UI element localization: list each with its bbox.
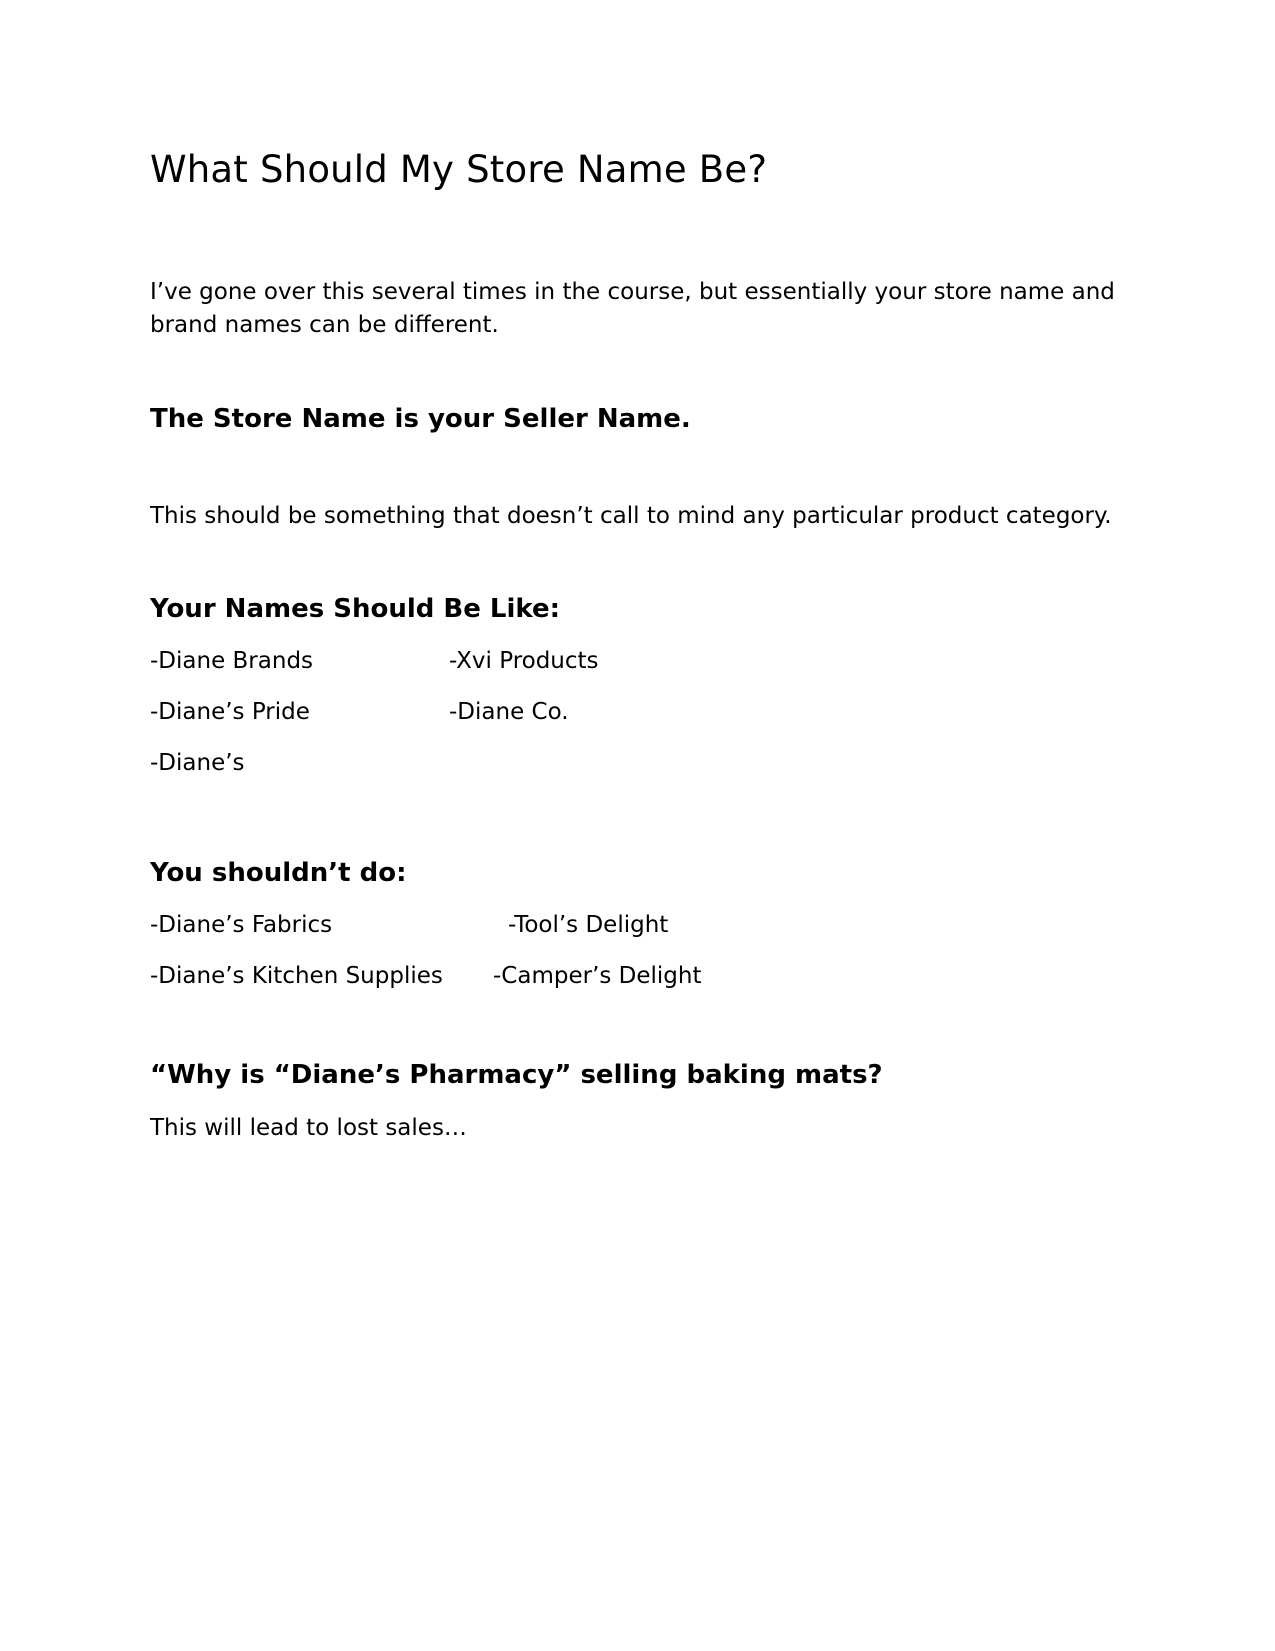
good-name-item: -Diane Brands — [150, 648, 314, 674]
closing-paragraph: This will lead to lost sales… — [150, 1115, 467, 1141]
good-name-item: -Diane’s Pride — [150, 699, 310, 725]
intro-paragraph-line-2: brand names can be different. — [150, 312, 499, 338]
good-name-item: -Diane’s — [150, 750, 245, 776]
question-heading: “Why is “Diane’s Pharmacy” selling baking mats? — [150, 1060, 883, 1090]
good-name-item: -Diane Co. — [449, 699, 569, 725]
good-names-heading: Your Names Should Be Like: — [150, 594, 561, 624]
bad-name-item: -Camper’s Delight — [493, 963, 702, 989]
intro-paragraph-line-1: I’ve gone over this several times in the course, but essentially your store name and — [150, 279, 1115, 305]
page-title: What Should My Store Name Be? — [150, 148, 768, 191]
bad-name-item: -Tool’s Delight — [508, 912, 669, 938]
store-name-paragraph: This should be something that doesn’t call to mind any particular product category. — [150, 503, 1112, 529]
store-name-heading: The Store Name is your Seller Name. — [150, 404, 691, 434]
good-name-item: -Xvi Products — [449, 648, 599, 674]
bad-name-item: -Diane’s Fabrics — [150, 912, 333, 938]
bad-name-item: -Diane’s Kitchen Supplies — [150, 963, 443, 989]
bad-names-heading: You shouldn’t do: — [150, 858, 407, 888]
